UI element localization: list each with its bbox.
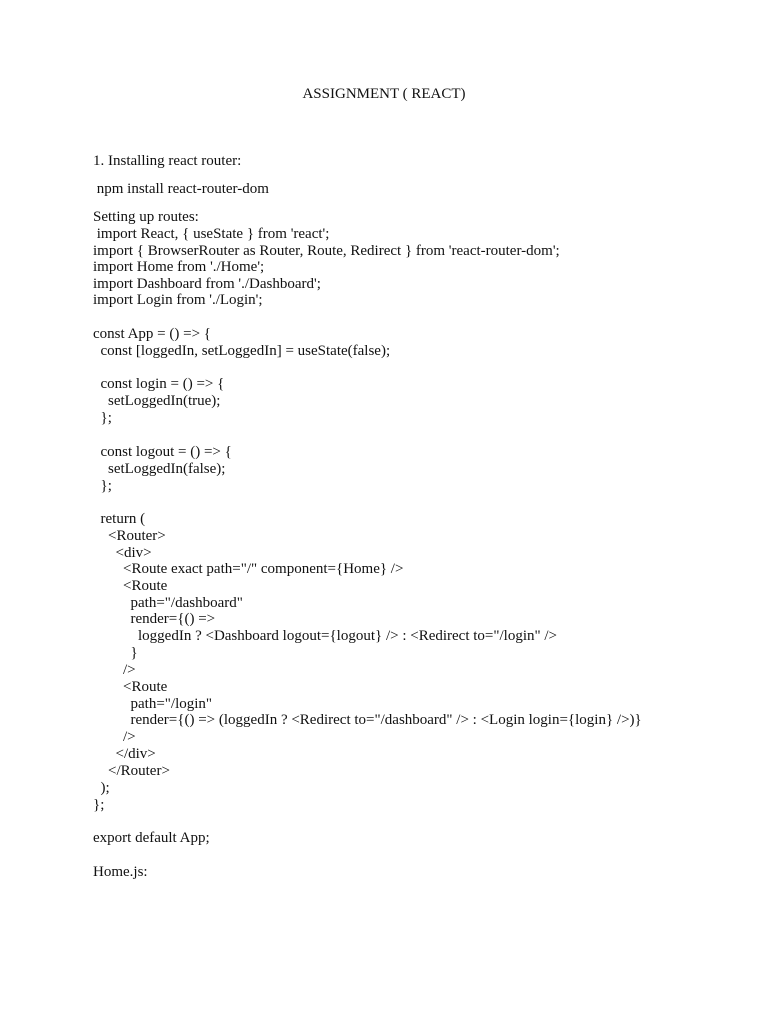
code-line: </div>: [93, 746, 156, 762]
code-line: const login = () => {: [93, 376, 225, 392]
code-line: <div>: [93, 545, 152, 561]
section-heading-home-js: Home.js:: [93, 864, 148, 880]
install-command: npm install react-router-dom: [93, 181, 269, 197]
code-line: };: [93, 478, 112, 494]
code-line: setLoggedIn(false);: [93, 461, 226, 477]
section-heading-installing: 1. Installing react router:: [93, 153, 242, 169]
code-line: const logout = () => {: [93, 444, 232, 460]
code-line: const [loggedIn, setLoggedIn] = useState(false);: [93, 343, 391, 359]
code-line: import Login from './Login';: [93, 292, 263, 308]
code-line: import Home from './Home';: [93, 259, 265, 275]
code-line: />: [93, 729, 136, 745]
code-line: loggedIn ? <Dashboard logout={logout} /> : <Redirect to="/login" />: [93, 628, 558, 644]
section-heading-routes: Setting up routes:: [93, 209, 199, 225]
code-line: render={() => (loggedIn ? <Redirect to="/dashboard" /> : <Login login={login} />)}: [93, 712, 642, 728]
code-line: );: [93, 780, 110, 796]
code-line: return (: [93, 511, 146, 527]
code-line: path="/login": [93, 696, 213, 712]
code-line: import Dashboard from './Dashboard';: [93, 276, 321, 292]
code-line: };: [93, 410, 112, 426]
code-line: />: [93, 662, 136, 678]
code-line: import React, { useState } from 'react';: [93, 226, 330, 242]
code-line: const App = () => {: [93, 326, 211, 342]
code-line: <Route: [93, 679, 168, 695]
code-line: <Route exact path="/" component={Home} />: [93, 561, 404, 577]
code-line: export default App;: [93, 830, 210, 846]
code-line: }: [93, 645, 138, 661]
code-line: <Router>: [93, 528, 166, 544]
document-title: ASSIGNMENT ( REACT): [302, 86, 466, 102]
code-line: };: [93, 797, 105, 813]
code-line: </Router>: [93, 763, 170, 779]
code-line: render={() =>: [93, 611, 216, 627]
code-line: path="/dashboard": [93, 595, 243, 611]
code-line: <Route: [93, 578, 168, 594]
code-line: import { BrowserRouter as Router, Route, Redirect } from 'react-router-dom';: [93, 243, 560, 259]
code-line: setLoggedIn(true);: [93, 393, 221, 409]
